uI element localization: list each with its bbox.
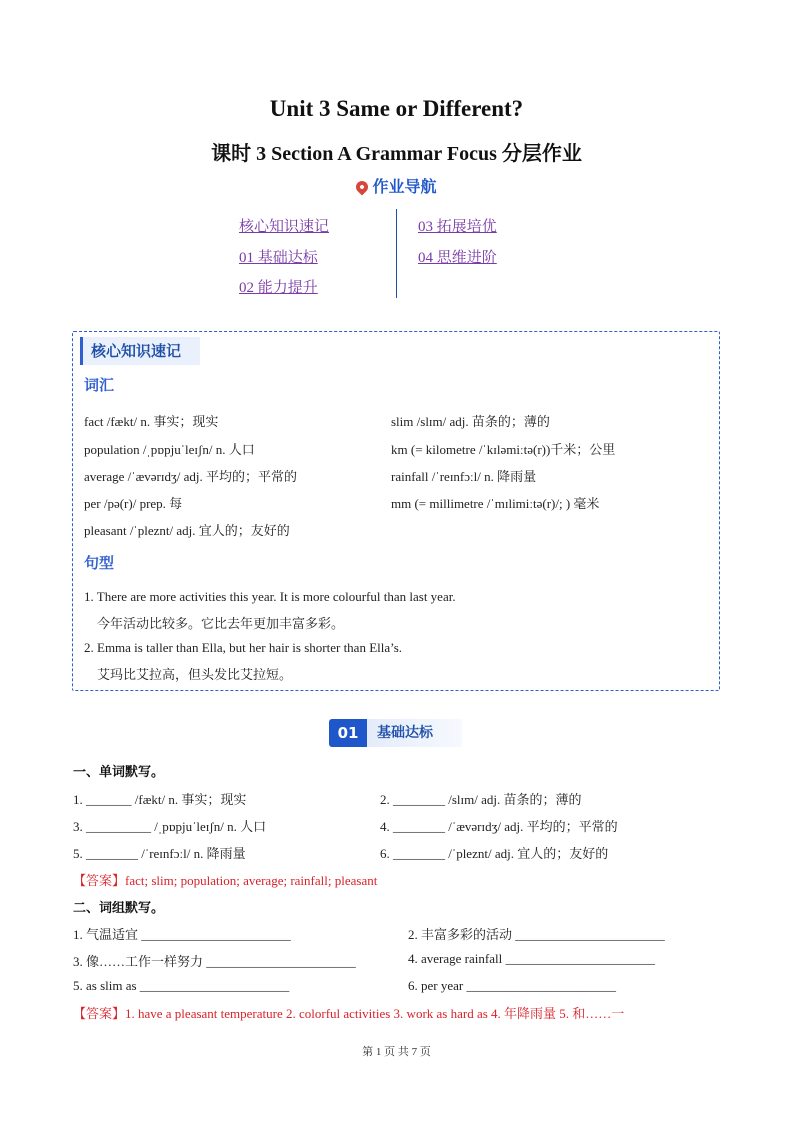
part2-answer: 【答案】1. have a pleasant temperature 2. colorful activities 3. work as hard as 4. 年降雨量 5. 和……一 (73, 1006, 625, 1021)
vocab-item: slim /slɪm/ adj. 苗条的；薄的 (391, 414, 550, 429)
sentence-english: 1. There are more activities this year. It is more colourful than last year. (84, 589, 456, 604)
nav-divider (396, 209, 397, 298)
vocab-item: rainfall /ˈreɪnfɔːl/ n. 降雨量 (391, 469, 537, 484)
page-number: 第 1 页 共 7 页 (362, 1046, 431, 1058)
word-question: 3. __________ /ˌpɒpjuˈleɪʃn/ n. 人口 (73, 819, 267, 834)
nav-heading-text: 作业导航 (372, 177, 437, 196)
vocab-item: pleasant /ˈpleznt/ adj. 宜人的；友好的 (84, 523, 290, 538)
sentence-chinese: 今年活动比较多。它比去年更加丰富多彩。 (97, 616, 345, 631)
section-01-badge (329, 719, 462, 747)
phrase-question: 1. 气温适宜 _______________________ (73, 927, 291, 942)
phrase-question: 6. per year _______________________ (408, 978, 616, 993)
part1-answer: 【答案】fact; slim; population; average; rainfall; pleasant (73, 873, 378, 888)
document-title: Unit 3 Same or Different? (269, 96, 524, 121)
word-question: 2. ________ /slɪm/ adj. 苗条的；薄的 (380, 792, 582, 807)
nav-link-basic[interactable]: 01 基础达标 (239, 250, 318, 266)
phrase-question: 4. average rainfall _______________________ (408, 951, 655, 966)
vocab-item: average /ˈævərɪdʒ/ adj. 平均的；平常的 (84, 469, 297, 484)
word-question: 6. ________ /ˈpleznt/ adj. 宜人的；友好的 (380, 846, 609, 861)
word-question: 1. _______ /fækt/ n. 事实；现实 (73, 792, 247, 807)
sentence-english: 2. Emma is taller than Ella, but her hair is shorter than Ella’s. (84, 640, 403, 655)
sentence-heading: 句型 (84, 554, 115, 572)
phrase-question: 5. as slim as _______________________ (73, 978, 290, 993)
word-question: 5. ________ /ˈreɪnfɔːl/ n. 降雨量 (73, 846, 246, 861)
vocab-item: population /ˌpɒpjuˈleɪʃn/ n. 人口 (84, 442, 255, 457)
vocab-item: per /pə(r)/ prep. 每 (84, 496, 183, 511)
word-question: 4. ________ /ˈævərɪdʒ/ adj. 平均的；平常的 (380, 819, 618, 834)
vocab-item: km (= kilometre /ˈkɪləmiːtə(r))千米；公里 (391, 442, 616, 457)
section-number: 01 (329, 719, 367, 747)
phrase-question: 3. 像……工作一样努力 _______________________ (73, 954, 356, 969)
part1-heading: 一、单词默写。 (73, 765, 165, 780)
document-subtitle: 课时 3 Section A Grammar Focus 分层作业 (211, 143, 582, 165)
vocab-item: fact /fækt/ n. 事实；现实 (84, 414, 219, 429)
core-knowledge-tag: 核心知识速记 (80, 337, 200, 365)
part2-heading: 二、词组默写。 (73, 901, 165, 916)
vocab-heading: 词汇 (84, 376, 115, 394)
nav-link-thinking[interactable]: 04 思维进阶 (418, 250, 497, 266)
nav-link-core-knowledge[interactable]: 核心知识速记 (239, 219, 330, 235)
nav-link-ability[interactable]: 02 能力提升 (239, 280, 318, 296)
section-label: 基础达标 (367, 719, 462, 747)
phrase-question: 2. 丰富多彩的活动 _______________________ (408, 927, 665, 942)
homework-nav-heading (0, 174, 793, 197)
nav-link-extension[interactable]: 03 拓展培优 (418, 219, 497, 235)
vocab-item: mm (= millimetre /ˈmɪlimiːtə(r)/; ) 毫米 (391, 496, 600, 511)
location-pin-icon (354, 179, 371, 196)
sentence-chinese: 艾玛比艾拉高，但头发比艾拉短。 (97, 667, 293, 682)
